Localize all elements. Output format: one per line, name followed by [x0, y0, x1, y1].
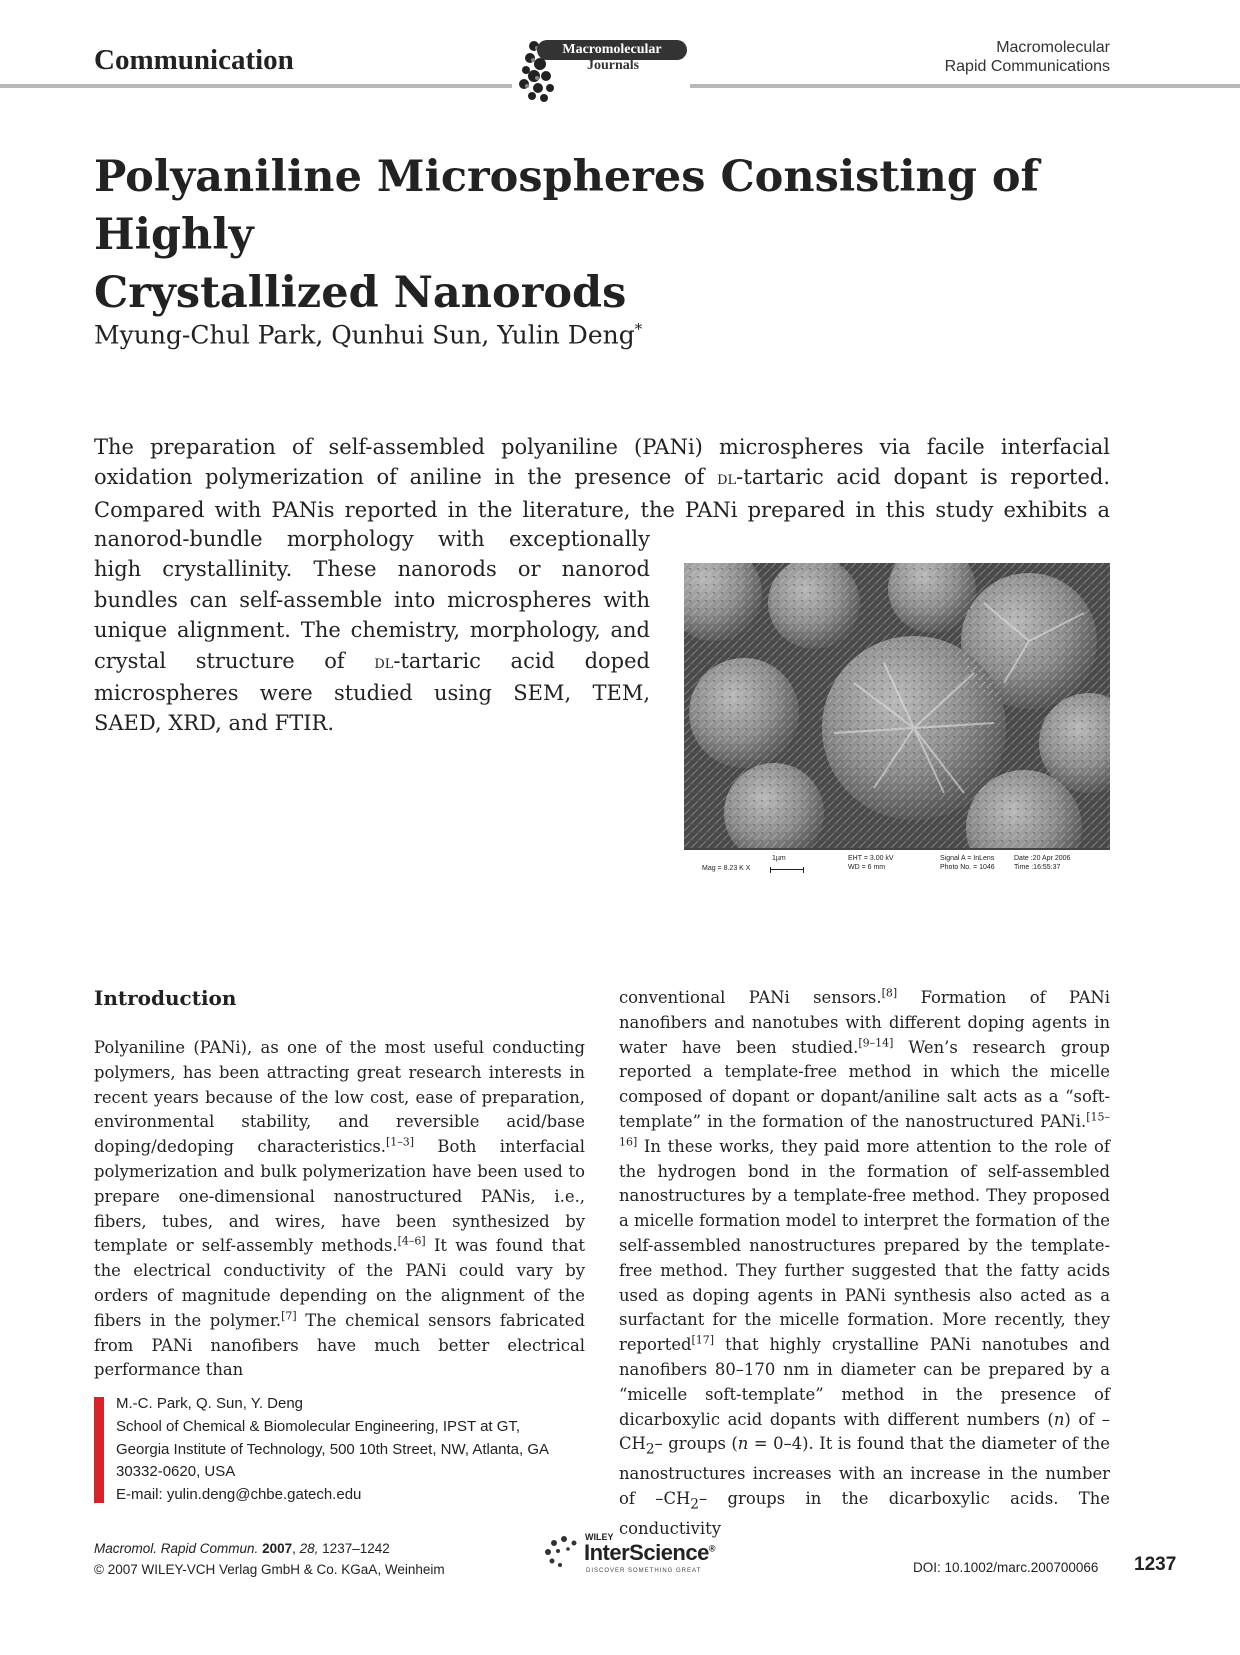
section-label: Communication: [94, 44, 294, 76]
author-names: Myung-Chul Park, Qunhui Sun, Yulin Deng: [94, 320, 635, 350]
right-text-7: – groups (: [654, 1434, 738, 1454]
citation-ref: [1–3]: [386, 1135, 415, 1149]
sem-photo-no: Photo No. = 1046: [940, 864, 995, 871]
paper-title-line1: Polyaniline Microspheres Consisting of Highly: [94, 152, 1040, 260]
affiliation-block: [116, 1393, 596, 1507]
citation-ref: [4–6]: [397, 1234, 426, 1248]
footer-year: 2007: [262, 1541, 293, 1556]
dl-prefix-2: dl: [374, 651, 394, 673]
abstract-line3: Compared with PANis reported in the literature, the PANi prepared in this study exhibits a: [94, 497, 1110, 522]
citation-ref: [7]: [281, 1309, 297, 1323]
journal-name: [850, 38, 1110, 76]
body-column-left: [94, 1036, 585, 1383]
logo-text-journals: Journals: [587, 58, 640, 73]
right-text-1: conventional PANi sensors.: [619, 988, 882, 1007]
affiliation-names: M.-C. Park, Q. Sun, Y. Deng: [116, 1395, 304, 1412]
footer-journal: Macromol. Rapid Commun.: [94, 1541, 259, 1556]
section-heading-introduction: Introduction: [94, 986, 237, 1010]
right-text-4: In these works, they paid more attention to the role of the hydrogen bond in the formation of self-assembled nanostructures by a template-free method. They proposed a micelle formation model to interpret the formation of the self-assembled nanostructures prepared by the template-free method. They further suggested that the fatty acids used as doping agents in PANi synthesis also acted as a surfactant for the micelle formation. More recently, they reported: [619, 1136, 1110, 1355]
right-text-2: Formation of PANi nanofibers and nanotubes with different doping agents in water have been studied.: [619, 988, 1111, 1057]
header-rule-right: [690, 84, 1240, 88]
abstract-wrapped: [94, 524, 650, 739]
wiley-interscience-logo: [540, 1530, 730, 1585]
footer-citation: [94, 1538, 445, 1580]
interscience-text: InterScience: [584, 1540, 709, 1565]
abstract-rest-a: nanorod-bundle morphology with exceptionally high crystallinity. These nanorods or nanorod bundles can self-assemble into microspheres with unique alignment. The chemistry, morphology, and crystal structure of: [94, 527, 650, 673]
affiliation-accent-bar: [94, 1397, 104, 1503]
footer-journal-line: Macromol. Rapid Commun. 2007, 28, 1237–1242: [94, 1541, 390, 1556]
right-text-9: – groups in the dicarboxylic acids. The conductivity: [619, 1489, 1110, 1539]
footer-volume: 28,: [299, 1541, 319, 1556]
abstract-line2-text: oxidation polymerization of aniline in the presence of: [94, 465, 718, 490]
journal-name-line1: Macromolecular: [996, 39, 1110, 56]
wiley-tagline: DISCOVER SOMETHING GREAT: [586, 1568, 702, 1574]
sem-image: [684, 563, 1110, 850]
abstract-full-width: [94, 432, 1110, 525]
interscience-wordmark: [584, 1540, 715, 1566]
right-text-8: = 0–4). It is found that the diameter of the nanostructures increases with an increase in the number of –CH: [619, 1434, 1110, 1509]
footer-doi: DOI: 10.1002/marc.200700066: [913, 1560, 1099, 1575]
sem-eht: EHT = 3.00 kV: [848, 855, 894, 862]
left-text-3: It was found that the electrical conductivity of the PANi could vary by orders of magnitude depending on the alignment of the fibers in the polymer.: [94, 1236, 585, 1330]
sem-scale-bar: [770, 867, 804, 873]
corresponding-author-mark: *: [634, 320, 643, 338]
author-list: [94, 320, 642, 349]
citation-ref: [9–14]: [858, 1036, 894, 1050]
abstract-line2: [94, 462, 1110, 494]
wiley-label: WILEY: [585, 1532, 614, 1542]
sem-wd: WD = 6 mm: [848, 864, 886, 871]
wiley-globe-icon: [540, 1532, 584, 1572]
subscript-2: 2: [690, 1496, 699, 1513]
subscript-2: 2: [645, 1441, 655, 1458]
body-column-right: [619, 986, 1110, 1542]
italic-n: n: [1053, 1409, 1065, 1429]
affiliation-line1: School of Chemical & Biomolecular Engineering, IPST at GT,: [116, 1417, 521, 1435]
left-text-4: The chemical sensors fabricated from PANi nanofibers have much better electrical performance than: [94, 1310, 585, 1380]
paper-title-line2: Crystallized Nanorods: [94, 268, 627, 318]
affiliation-line2: Georgia Institute of Technology, 500 10th Street, NW, Atlanta, GA: [116, 1440, 550, 1458]
left-text-2: Both interfacial polymerization and bulk polymerization have been used to prepare one-dimensional nanostructured PANis, i.e., fibers, tubes, and wires, have been synthesized by template or self-assembly methods.: [94, 1137, 585, 1256]
sem-info-bar: [684, 848, 1110, 885]
logo-text-macromolecular: Macromolecular: [537, 40, 687, 60]
abstract-line1: The preparation of self-assembled polyaniline (PANi) microspheres via facile interfacial: [94, 435, 1110, 459]
sem-date: Date :20 Apr 2006: [1014, 855, 1071, 862]
left-text-1: Polyaniline (PANi), as one of the most useful conducting polymers, has been attracting great research interests in recent years because of the low cost, ease of preparation, environmental stability, and reversible acid/base doping/dedoping characteristics.: [94, 1038, 585, 1157]
right-text-5: that highly crystalline PANi nanotubes and nanofibers 80–170 nm in diameter can be prepared by a “micelle soft-template” method in the presence of dicarboxylic acid dopants with different numbers (: [619, 1335, 1110, 1429]
affiliation-email: E-mail: yulin.deng@chbe.gatech.edu: [116, 1486, 362, 1504]
citation-ref: [17]: [691, 1333, 715, 1347]
header-rule-left: [0, 84, 512, 88]
sem-time: Time :16:55:37: [1014, 864, 1061, 871]
right-text-3: Wen’s research group reported a template-free method in which the micelle composed of dopant or dopant/aniline salt acts as a “soft-template” in the formation of the nanostructured PANi.: [619, 1037, 1110, 1131]
page-number: 1237: [1134, 1554, 1177, 1575]
abstract-rest-b: -tartaric acid doped microspheres were studied using SEM, TEM, SAED, XRD, and FTIR.: [94, 648, 650, 736]
journal-name-line2: Rapid Communications: [944, 58, 1110, 75]
citation-ref: [15–16]: [619, 1110, 1110, 1149]
abstract-line2-end: -tartaric acid dopant is reported.: [736, 465, 1110, 490]
affiliation-line3: 30332-0620, USA: [116, 1463, 236, 1481]
sem-scale-label: 1µm: [772, 855, 786, 862]
paper-title: [94, 148, 1134, 322]
dl-prefix: dl: [717, 468, 737, 490]
registered-mark: ®: [708, 1543, 715, 1554]
sem-mag: Mag = 8.23 K X: [702, 865, 751, 872]
right-text-6: ) of –CH: [619, 1409, 1110, 1454]
footer-pages: 1237–1242: [318, 1541, 390, 1556]
macromolecular-journals-logo: [512, 36, 692, 106]
sem-signal: Signal A = InLens: [940, 855, 995, 862]
sem-micrograph: [684, 563, 1110, 885]
italic-n: n: [737, 1434, 749, 1454]
footer-copyright: © 2007 WILEY-VCH Verlag GmbH & Co. KGaA, Weinheim: [94, 1562, 445, 1577]
citation-ref: [8]: [881, 986, 898, 1000]
